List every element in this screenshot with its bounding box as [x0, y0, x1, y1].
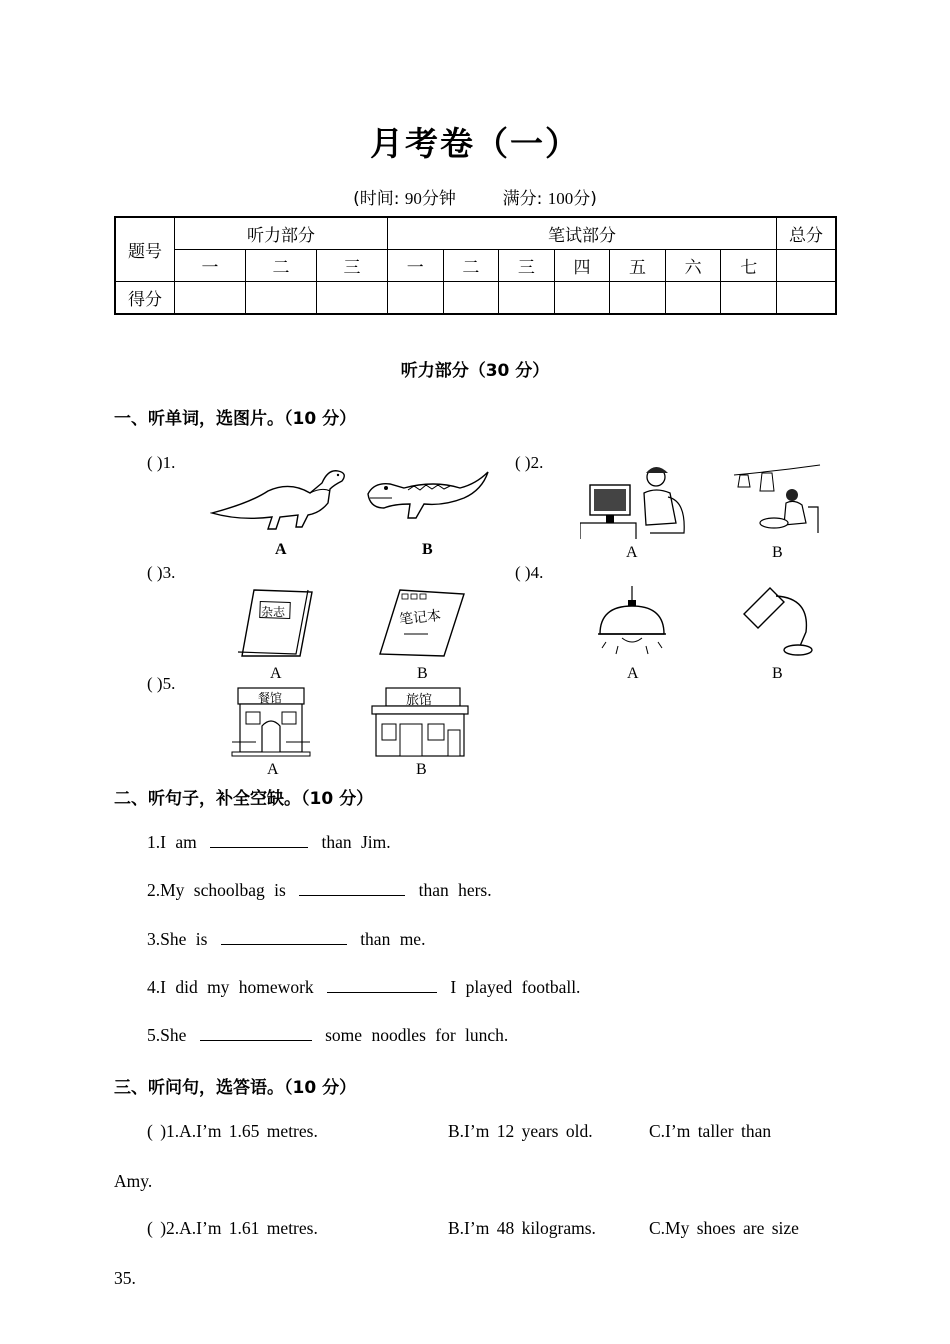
- written-col: 七: [721, 250, 777, 282]
- score-cell[interactable]: [388, 282, 444, 315]
- watch-tv-image: [580, 463, 688, 539]
- written-col: 六: [665, 250, 721, 282]
- sentence-3: [147, 929, 425, 950]
- written-col: 一: [388, 250, 444, 282]
- sentence-4-pre: 4.I did my homework: [147, 977, 314, 997]
- wash-clothes-image: [732, 463, 822, 535]
- sentence-5: [147, 1025, 508, 1046]
- listening-col: 三: [317, 250, 388, 282]
- listening-col: 一: [175, 250, 246, 282]
- sentence-2-post: than hers.: [418, 880, 492, 900]
- written-header: 笔试部分: [388, 217, 777, 250]
- sentence-5-pre: 5.She: [147, 1025, 187, 1045]
- q3-1-option-a[interactable]: ( )1.A.I’m 1.65 metres.: [147, 1121, 318, 1141]
- q3-1-option-b[interactable]: B.I’m 12 years old.: [448, 1121, 593, 1141]
- q1-option-a[interactable]: A: [275, 541, 287, 558]
- sentence-5-post: some noodles for lunch.: [325, 1025, 509, 1045]
- q3-2-option-c[interactable]: C.My shoes are size: [649, 1218, 799, 1238]
- desk-lamp-image: [740, 584, 816, 660]
- sentence-1-pre: 1.I am: [147, 832, 197, 852]
- listening-col: 二: [246, 250, 317, 282]
- q3-2-option-c-wrap: 35.: [114, 1268, 136, 1288]
- q5-option-b[interactable]: B: [416, 761, 427, 778]
- time-value: 90: [404, 189, 422, 208]
- sentence-3-post: than me.: [360, 929, 426, 949]
- q3-label[interactable]: ( )3.: [147, 563, 176, 582]
- q4-option-b[interactable]: B: [772, 665, 783, 682]
- listening-section-title: 听力部分（30 分）: [400, 361, 550, 381]
- score-cell[interactable]: [610, 282, 666, 315]
- restaurant-text: 餐馆: [258, 691, 283, 705]
- q3-option-a[interactable]: A: [270, 665, 282, 682]
- magazine-text: 杂志: [261, 605, 286, 619]
- part2-title: 二、听句子，补全空缺。（10 分）: [114, 789, 374, 809]
- q4-label[interactable]: ( )4.: [515, 563, 544, 582]
- q3-option-b[interactable]: B: [417, 665, 428, 682]
- score-cell[interactable]: [317, 282, 388, 315]
- sentence-4: [147, 977, 580, 998]
- q3-1-option-c[interactable]: C.I’m taller than: [649, 1121, 772, 1141]
- total-cell[interactable]: [777, 250, 837, 282]
- page-title: 月考卷（一）: [370, 124, 580, 163]
- q3-2-option-b[interactable]: B.I’m 48 kilograms.: [448, 1218, 596, 1238]
- score-cell[interactable]: [499, 282, 555, 315]
- score-cell[interactable]: [443, 282, 499, 315]
- q1-label[interactable]: ( )1.: [147, 453, 176, 472]
- sentence-2-pre: 2.My schoolbag is: [147, 880, 286, 900]
- written-col: 五: [610, 250, 666, 282]
- written-col: 三: [499, 250, 555, 282]
- score-cell[interactable]: [721, 282, 777, 315]
- sentence-3-pre: 3.She is: [147, 929, 208, 949]
- magazine-image: [236, 586, 314, 660]
- notebook-text: 笔记本: [398, 607, 442, 629]
- q2-option-a[interactable]: A: [626, 544, 638, 561]
- blank-2[interactable]: [299, 881, 405, 896]
- crocodile-image: [364, 468, 490, 526]
- q2-option-b[interactable]: B: [772, 544, 783, 561]
- blank-5[interactable]: [200, 1026, 312, 1041]
- sentence-4-post: I played football.: [450, 977, 581, 997]
- score-cell[interactable]: [554, 282, 610, 315]
- hotel-text: 旅馆: [406, 693, 433, 708]
- row-header-tihao: 题号: [115, 217, 175, 282]
- score-row-label: 得分: [115, 282, 175, 315]
- q2-label[interactable]: ( )2.: [515, 453, 544, 472]
- blank-4[interactable]: [327, 978, 437, 993]
- q3-2-option-a[interactable]: ( )2.A.I’m 1.61 metres.: [147, 1218, 318, 1238]
- exam-info: [0, 184, 950, 209]
- blank-1[interactable]: [210, 833, 308, 848]
- q4-option-a[interactable]: A: [627, 665, 639, 682]
- blank-3[interactable]: [221, 930, 347, 945]
- score-cell[interactable]: [246, 282, 317, 315]
- ceiling-lamp-image: [592, 586, 672, 656]
- part3-title: 三、听问句，选答语。（10 分）: [114, 1078, 357, 1098]
- q3-1-option-c-wrap: Amy.: [114, 1171, 153, 1191]
- q1-option-b[interactable]: B: [422, 541, 433, 558]
- q5-label: ( )5.: [147, 674, 176, 693]
- sentence-2: [147, 880, 492, 901]
- sentence-1: [147, 832, 391, 853]
- full-label: 满分:: [502, 189, 543, 209]
- full-unit: 分): [573, 189, 597, 209]
- score-cell[interactable]: [777, 282, 837, 315]
- part1-title: 一、听单词，选图片。（10 分）: [114, 409, 357, 429]
- score-table: [114, 216, 837, 315]
- full-value: 100: [547, 189, 574, 208]
- dinosaur-image: [210, 463, 350, 533]
- written-col: 二: [443, 250, 499, 282]
- score-cell[interactable]: [665, 282, 721, 315]
- sentence-1-post: than Jim.: [321, 832, 391, 852]
- total-header: 总分: [777, 217, 837, 250]
- q5-option-a[interactable]: A: [267, 761, 279, 778]
- time-label: (时间:: [353, 189, 400, 209]
- listening-header: 听力部分: [175, 217, 388, 250]
- time-unit: 分钟: [421, 189, 456, 209]
- written-col: 四: [554, 250, 610, 282]
- score-cell[interactable]: [175, 282, 246, 315]
